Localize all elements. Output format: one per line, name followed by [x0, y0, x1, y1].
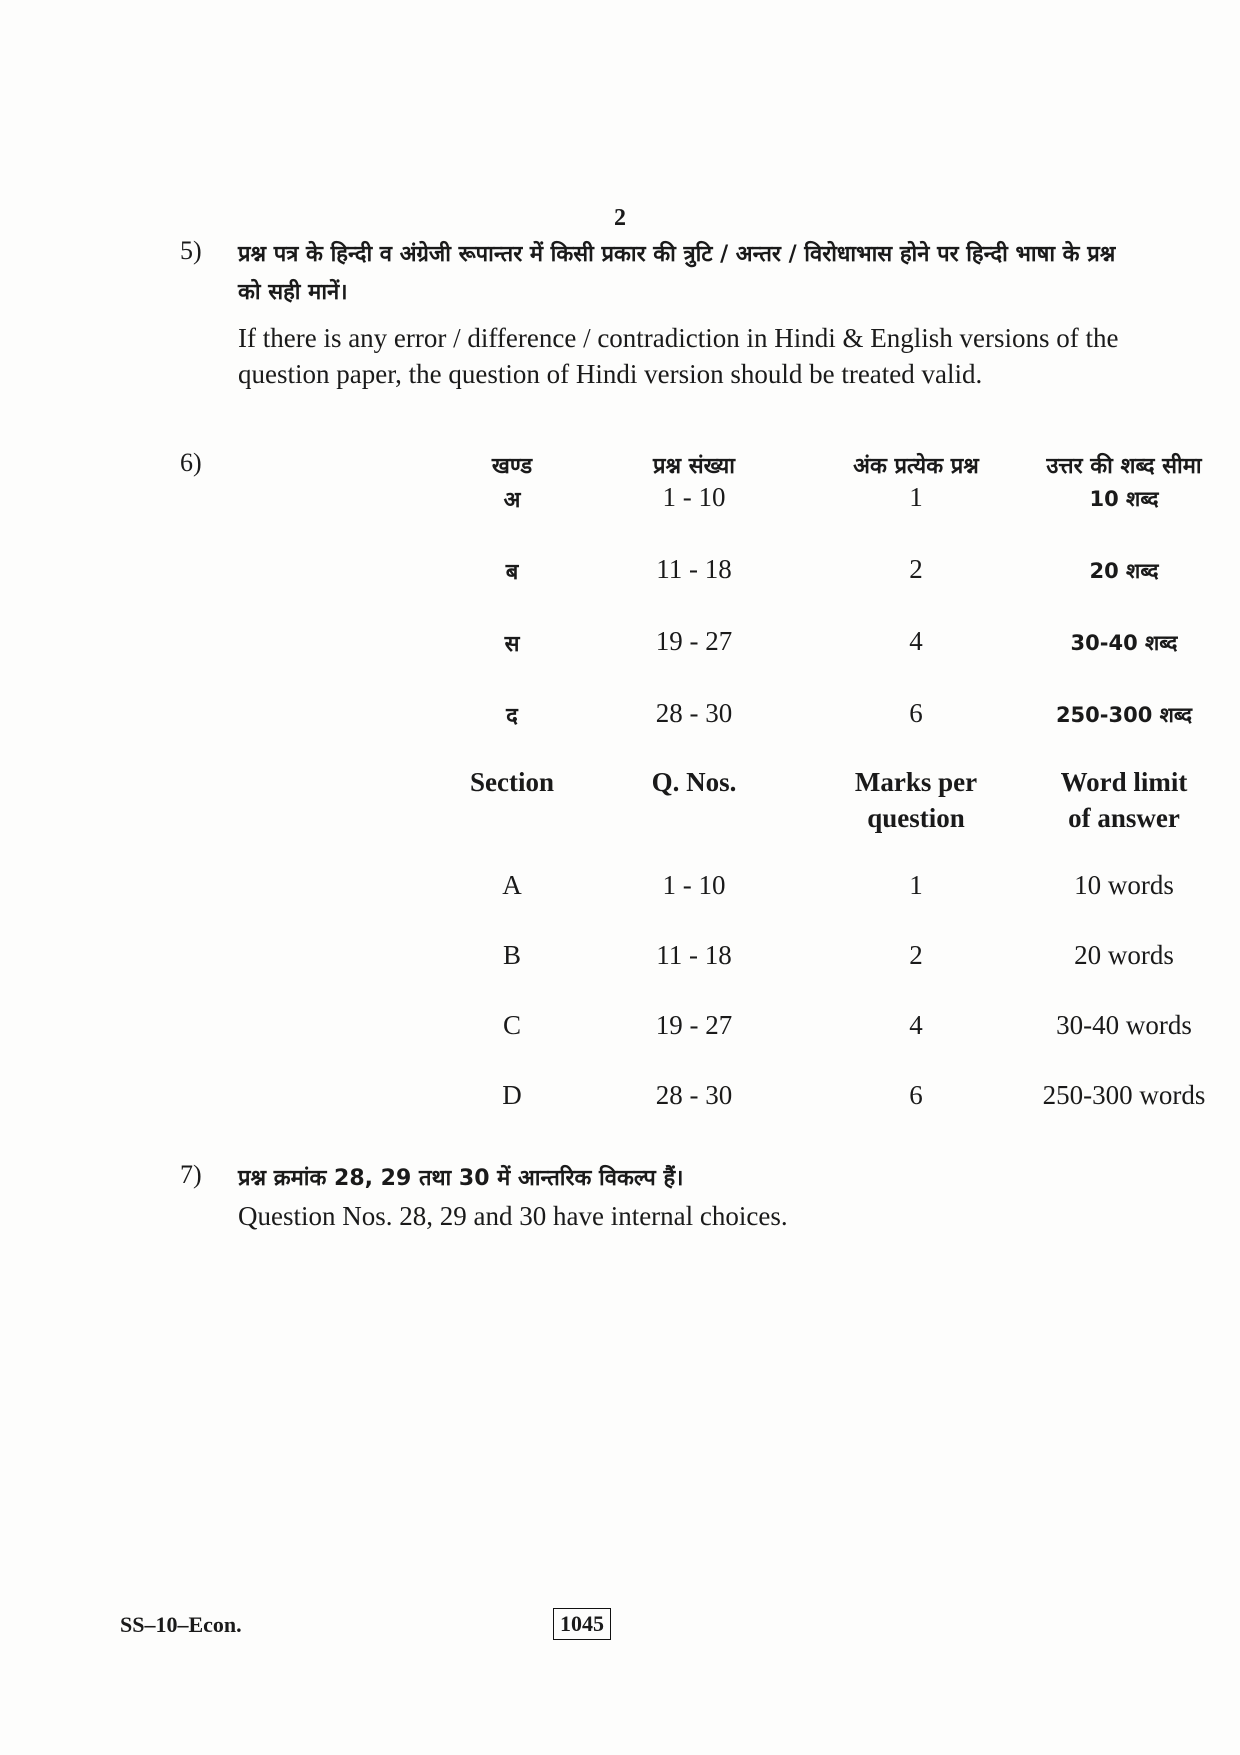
english-header-section: Section: [470, 767, 554, 797]
hindi-row-limit: [1014, 626, 1234, 657]
english-row-limit: 30-40 words: [1056, 1010, 1192, 1040]
paper-code: SS–10–Econ.: [120, 1612, 242, 1637]
instruction-number: 7): [180, 1160, 202, 1189]
english-row-section: A: [502, 870, 522, 900]
english-row-marks: 1: [909, 870, 923, 900]
instruction-number: 5): [180, 236, 202, 265]
page-code-box: 1045: [553, 1608, 611, 1640]
hindi-row-marks: 4: [909, 626, 923, 656]
english-row-marks: 6: [909, 1080, 923, 1110]
page-number: 2: [614, 205, 626, 231]
hindi-row-marks: 1: [909, 482, 923, 512]
hindi-row-qnos: 1 - 10: [662, 482, 726, 512]
hindi-row-section: द: [506, 704, 518, 729]
english-header-limit: Word limit of answer: [1060, 767, 1188, 833]
english-header-marks: Marks per question: [854, 767, 978, 833]
limit-text: 10 शब्द: [1089, 487, 1159, 511]
hindi-row-qnos: 28 - 30: [655, 698, 733, 728]
english-row-limit: 20 words: [1074, 940, 1174, 970]
hindi-row-limit: [1014, 482, 1234, 513]
instruction-hindi: प्रश्न क्रमांक 28, 29 तथा 30 में आन्तरिक विकल्प हैं।: [238, 1166, 684, 1191]
english-row-limit: 250-300 words: [1042, 1080, 1206, 1110]
hindi-row-qnos: 11 - 18: [656, 554, 732, 584]
instruction-hindi: प्रश्न पत्र के हिन्दी व अंग्रेजी रूपान्तर में किसी प्रकार की त्रुटि / अन्तर / विरोधाभास होने पर हिन्दी भाषा के प्रश्न को सही मानें।: [238, 242, 1116, 305]
english-row-section: B: [502, 940, 521, 970]
instruction-7: [180, 1160, 1130, 1234]
limit-text: 250-300 शब्द: [1055, 703, 1193, 727]
english-row-qnos: 28 - 30: [655, 1080, 733, 1110]
limit-text: 30-40 शब्द: [1070, 631, 1178, 655]
instruction-english: Question Nos. 28, 29 and 30 have internal choices.: [238, 1201, 788, 1231]
hindi-row-qnos: 19 - 27: [655, 626, 733, 656]
english-row-marks: 2: [909, 940, 923, 970]
hindi-header-limit: उत्तर की शब्द सीमा: [1046, 454, 1202, 479]
hindi-row-limit: [1014, 698, 1234, 729]
english-row-qnos: 19 - 27: [655, 1010, 733, 1040]
instruction-english: If there is any error / difference / contradiction in Hindi & English versions of the question paper, the question of Hindi version should be treated valid.: [238, 323, 1119, 389]
instruction-number: 6): [180, 448, 202, 477]
hindi-row-section: ब: [505, 560, 519, 585]
english-row-section: D: [502, 1080, 522, 1110]
instruction-5: [180, 236, 1130, 392]
english-row-section: C: [502, 1010, 521, 1040]
hindi-header-marks: अंक प्रत्येक प्रश्न: [853, 454, 979, 479]
hindi-row-marks: 6: [909, 698, 923, 728]
hindi-row-limit: [1014, 554, 1234, 585]
english-row-qnos: 1 - 10: [662, 870, 726, 900]
hindi-row-section: स: [504, 632, 520, 657]
hindi-row-marks: 2: [909, 554, 923, 584]
hindi-header-section: खण्ड: [491, 454, 533, 479]
limit-text: 20 शब्द: [1089, 559, 1159, 583]
english-header-qnos: Q. Nos.: [651, 767, 737, 797]
english-row-qnos: 11 - 18: [656, 940, 732, 970]
english-row-marks: 4: [909, 1010, 923, 1040]
hindi-header-qnos: प्रश्न संख्या: [653, 454, 735, 479]
english-row-limit: 10 words: [1074, 870, 1174, 900]
hindi-row-section: अ: [503, 488, 521, 513]
